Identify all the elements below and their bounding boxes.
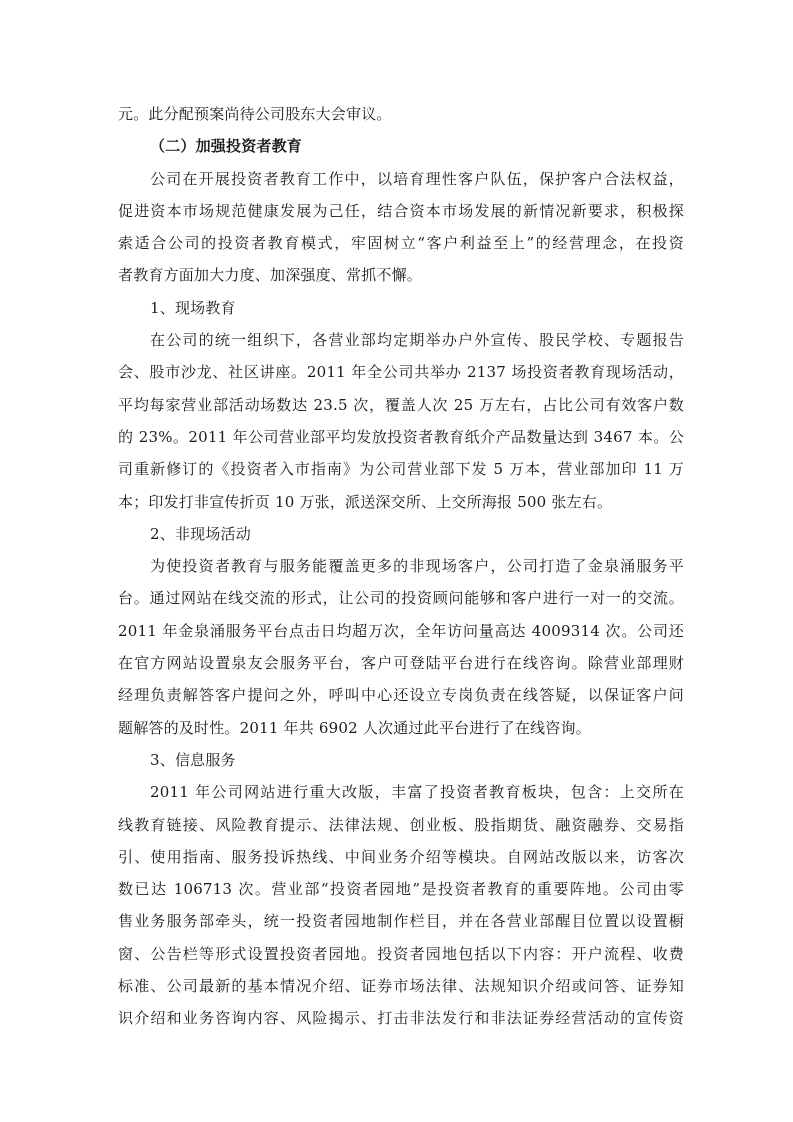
- paragraph-line: 2011 年公司网站进行重大改版，丰富了投资者教育板块，包含：上交所在: [150, 783, 684, 802]
- paragraph-line: 者教育方面加大力度、加深强度、常抓不懈。: [118, 266, 423, 285]
- paragraph-line: 台。通过网站在线交流的形式，让公司的投资顾问能够和客户进行一对一的交流。: [118, 589, 684, 608]
- paragraph-line: 为使投资者教育与服务能覆盖更多的非现场客户，公司打造了金泉涌服务平: [150, 557, 684, 576]
- paragraph-line: 司重新修订的《投资者入市指南》为公司营业部下发 5 万本，营业部加印 11 万: [118, 460, 684, 479]
- paragraph-line: 在公司的统一组织下，各营业部均定期举办户外宣传、股民学校、专题报告: [150, 331, 684, 350]
- subsection-title: 3、信息服务: [150, 750, 236, 769]
- paragraph-line: 题解答的及时性。2011 年共 6902 人次通过此平台进行了在线咨询。: [118, 718, 591, 737]
- paragraph-line: 本；印发打非宣传折页 10 万张，派送深交所、上交所海报 500 张左右。: [118, 492, 613, 511]
- paragraph-line: 促进资本市场规范健康发展为己任，结合资本市场发展的新情况新要求，积极探: [118, 201, 684, 220]
- paragraph-line: 售业务服务部牵头，统一投资者园地制作栏目，并在各营业部醒目位置以设置橱: [118, 912, 684, 931]
- paragraph-line: 公司在开展投资者教育工作中，以培育理性客户队伍，保护客户合法权益，: [150, 169, 684, 188]
- paragraph-line: 窗、公告栏等形式设置投资者园地。投资者园地包括以下内容：开户流程、收费: [118, 944, 684, 963]
- paragraph-line: 线教育链接、风险教育提示、法律法规、创业板、股指期货、融资融券、交易指: [118, 815, 684, 834]
- paragraph-line: 的 23%。2011 年公司营业部平均发放投资者教育纸介产品数量达到 3467 本。公: [118, 427, 684, 446]
- paragraph-line: 数已达 106713 次。营业部“投资者园地”是投资者教育的重要阵地。公司由零: [118, 880, 684, 899]
- subsection-title: 2、非现场活动: [150, 524, 251, 543]
- document-page: [118, 98, 684, 1035]
- subsection-title: 1、现场教育: [150, 298, 236, 317]
- paragraph-line: 在官方网站设置泉友会服务平台，客户可登陆平台进行在线咨询。除营业部理财: [118, 654, 684, 673]
- paragraph-line: 识介绍和业务咨询内容、风险揭示、打击非法发行和非法证券经营活动的宣传资: [118, 1009, 684, 1028]
- paragraph-line: 经理负责解答客户提问之外，呼叫中心还设立专岗负责在线答疑，以保证客户问: [118, 686, 684, 705]
- paragraph-line: 索适合公司的投资者教育模式，牢固树立“客户利益至上”的经营理念，在投资: [118, 234, 684, 253]
- section-heading: （二）加强投资者教育: [150, 137, 303, 156]
- paragraph-line: 标准、公司最新的基本情况介绍、证券市场法律、法规知识介绍或问答、证券知: [118, 977, 684, 996]
- paragraph-line: 2011 年金泉涌服务平台点击日均超万次，全年访问量高达 4009314 次。公司还: [118, 621, 684, 640]
- paragraph-line: 平均每家营业部活动场数达 23.5 次，覆盖人次 25 万左右，占比公司有效客户数: [118, 395, 684, 414]
- paragraph-line: 会、股市沙龙、社区讲座。2011 年全公司共举办 2137 场投资者教育现场活动，: [118, 363, 684, 382]
- paragraph-line: 元。此分配预案尚待公司股东大会审议。: [118, 105, 392, 123]
- paragraph-line: 引、使用指南、服务投诉热线、中间业务介绍等模块。自网站改版以来，访客次: [118, 847, 684, 866]
